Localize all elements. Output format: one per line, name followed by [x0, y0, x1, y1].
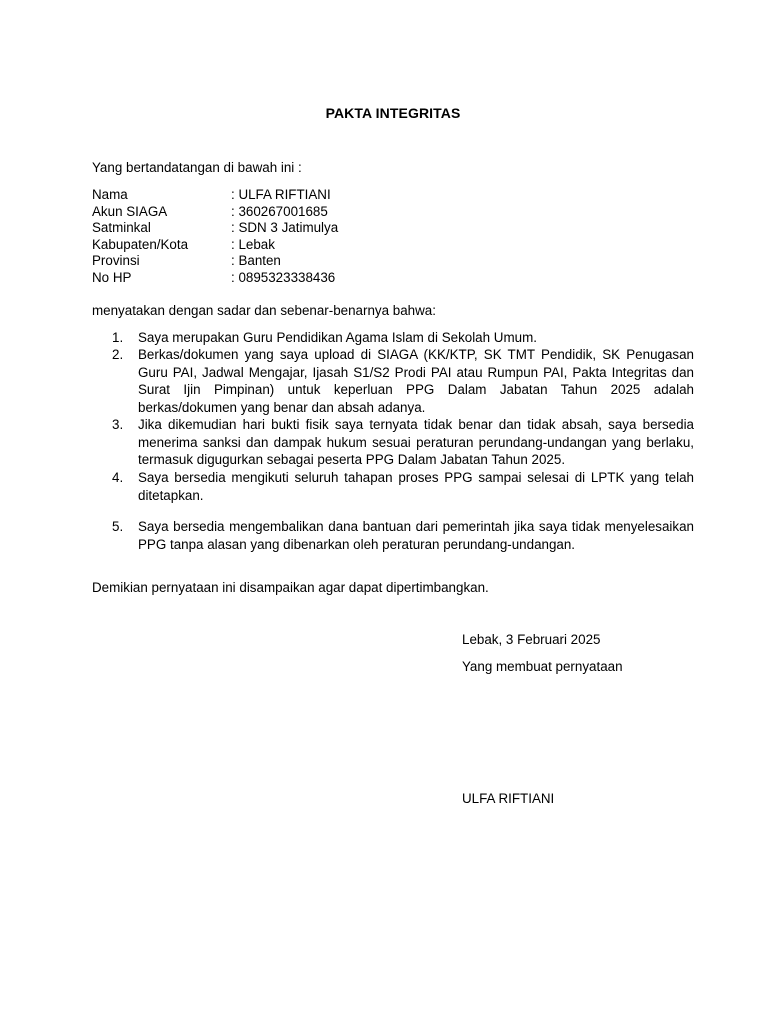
intro-text: Yang bertandatangan di bawah ini : — [92, 160, 302, 175]
statement-text: Saya bersedia mengikuti seluruh tahapan proses PPG sampai selesai di LPTK yang telah ditetapkan. — [138, 470, 694, 503]
signature-place-date: Lebak, 3 Februari 2025 — [462, 632, 601, 647]
statement-item-5 — [92, 518, 694, 553]
identity-value: : Banten — [231, 253, 281, 268]
identity-row-kabupaten — [92, 237, 338, 254]
statement-number: 5. — [112, 519, 124, 534]
identity-row-satminkal — [92, 220, 338, 237]
identity-row-provinsi — [92, 253, 338, 270]
signature-name: ULFA RIFTIANI — [462, 791, 555, 806]
identity-label: Akun SIAGA — [92, 203, 168, 219]
document-title: PAKTA INTEGRITAS — [325, 105, 461, 121]
statement-number: 4. — [112, 470, 124, 485]
statement-text: Saya bersedia mengembalikan dana bantuan dari pemerintah jika saya tidak menyelesaikan PPG tanpa alasan yang dibenarkan oleh peraturan perundang-undangan. — [138, 519, 694, 552]
signature-role: Yang membuat pernyataan — [462, 659, 623, 674]
statement-number: 1. — [112, 330, 124, 345]
identity-label: Provinsi — [92, 253, 140, 268]
identity-label: Satminkal — [92, 220, 151, 235]
closing-text: Demikian pernyataan ini disampaikan agar dapat dipertimbangkan. — [92, 580, 489, 595]
identity-value: : Lebak — [231, 236, 275, 252]
identity-block — [92, 187, 338, 286]
statement-item-4 — [92, 469, 694, 504]
statement-item-1 — [92, 329, 694, 347]
identity-value: : 0895323338436 — [231, 269, 336, 285]
statement-text: Jika dikemudian hari bukti fisik saya ternyata tidak benar dan tidak absah, saya bersedia menerima sanksi dan dampak hukum sesuai peraturan perundang-undangan yang berlaku, termasuk digugurkan sebagai peserta PPG Dalam Jabatan Tahun 2025. — [138, 417, 694, 468]
identity-value: : 360267001685 — [231, 203, 328, 219]
declaration-intro: menyatakan dengan sadar dan sebenar-benarnya bahwa: — [92, 303, 436, 318]
statement-number: 3. — [112, 417, 124, 432]
statement-item-2 — [92, 346, 694, 416]
statement-item-3 — [92, 416, 694, 469]
statement-number: 2. — [112, 347, 124, 362]
statement-text: Berkas/dokumen yang saya upload di SIAGA (KK/KTP, SK TMT Pendidik, SK Penugasan Guru PAI, Jadwal Mengajar, Ijasah S1/S2 Prodi PAI atau Rumpun PAI, Pakta Integritas dan Surat Ijin Pimpinan) untuk keperluan PPG Dalam Jabatan Tahun 2025 adalah berkas/dokumen yang benar dan absah adanya. — [138, 347, 694, 415]
identity-row-nama — [92, 187, 338, 204]
identity-row-no-hp — [92, 270, 338, 287]
identity-label: Kabupaten/Kota — [92, 236, 189, 252]
identity-label: Nama — [92, 187, 128, 202]
identity-row-akun-siaga — [92, 204, 338, 221]
statement-text: Saya merupakan Guru Pendidikan Agama Islam di Sekolah Umum. — [138, 330, 537, 345]
identity-label: No HP — [92, 269, 132, 285]
identity-value: : ULFA RIFTIANI — [231, 187, 331, 202]
identity-value: : SDN 3 Jatimulya — [231, 220, 339, 235]
